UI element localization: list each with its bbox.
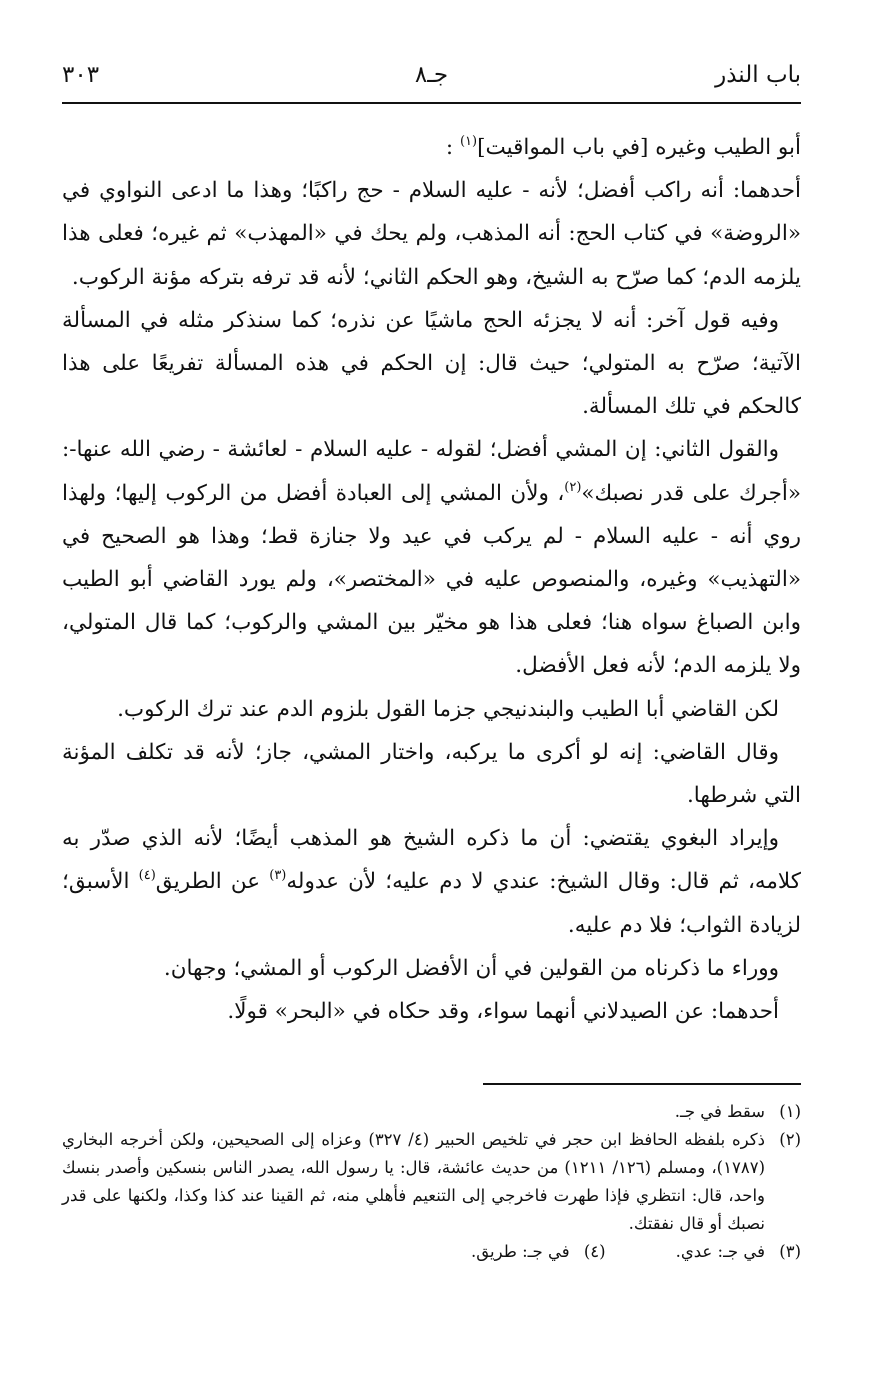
paragraph-1-text: أبو الطيب وغيره [في باب المواقيت] [477,135,801,160]
page-number: ٣٠٣ [62,62,100,88]
paragraph-7 [62,817,801,947]
paragraph-1-end: : [445,135,460,160]
paragraph-3: وفيه قول آخر: أنه لا يجزئه الحج ماشيًا عن نذره؛ كما سنذكر مثله في المسألة الآتية؛ صرّح به المتولي؛ حيث قال: إن الحكم في هذه المسألة تفريعًا على هذا كالحكم في تلك المسألة. [62,307,801,420]
paragraph-9: أحدهما: عن الصيدلاني أنهما سواء، وقد حكاه في «البحر» قولًا. [227,999,779,1025]
footnote-number: (١) [779,1102,801,1121]
footnote-1 [62,1098,801,1126]
chapter-title: باب النذر [715,62,801,88]
footnote-text: في جـ: عدي. [675,1242,765,1261]
paragraph-4-part-a: والقول الثاني: إن المشي أفضل؛ لقوله - عليه السلام - لعائشة - رضي الله عنها-: «أجرك على قدر نصبك» [62,437,801,506]
paragraph-1 [62,126,801,169]
paragraph-6: وقال القاضي: إنه لو أكرى ما يركبه، واختار المشي، جاز؛ لأنه قد تكلف المؤنة التي شرطها. [62,739,801,809]
footnote-3 [676,1238,801,1266]
footnote-ref-3[interactable]: (٣) [269,868,287,884]
footnote-number: (٤) [583,1242,606,1261]
footnote-4 [471,1238,606,1266]
paragraph-8: ووراء ما ذكرناه من القولين في أن الأفضل الركوب أو المشي؛ وجهان. [163,955,779,981]
footnote-row-3-4 [62,1238,801,1266]
paragraph-7-part-c: الأسبق؛ لزيادة الثواب؛ فلا دم عليه. [62,869,801,938]
paragraph-5: لكن القاضي أبا الطيب والبندنيجي جزما القول بلزوم الدم عند ترك الركوب. [117,696,779,722]
footnote-text: ذكره بلفظه الحافظ ابن حجر في تلخيص الحبير (٤/ ٣٢٧) وعزاه إلى الصحيحين، ولكن أخرجه البخاري (١٧٨٧)، ومسلم (١٢٦/ ١٢١١) من حديث عائشة، قال: يا رسول الله، يصدر الناس بنسكين وأصدر بنسك واحد، قال: انتظري فإذا طهرت فاخرجي إلى التنعيم فأهلي منه، ثم القينا عند كذا وكذا، ولكنها على قدر نصبك أو قال نفقتك. [62,1130,765,1233]
paragraph-4 [62,428,801,687]
footnote-ref-1[interactable]: (١) [459,134,478,149]
footnote-ref-4[interactable]: (٤) [138,868,156,884]
footnote-number: (٣) [779,1242,801,1261]
volume-label: جـ٨ [414,62,449,88]
main-text [62,126,801,1033]
footnotes [62,1098,801,1266]
footnote-text: في جـ: طريق. [471,1242,570,1261]
footnote-ref-2[interactable]: (٢) [564,479,582,495]
footnote-2 [62,1126,801,1238]
paragraph-7-part-a: وإيراد البغوي يقتضي: أن ما ذكره الشيخ هو المذهب أيضًا؛ لأنه الذي صدّر به كلامه، ثم قال: وقال الشيخ: عندي لا دم عليه؛ لأن عدوله [62,826,801,895]
paragraph-7-part-b: عن الطريق [155,869,270,895]
header-divider [62,102,801,104]
page-header [62,58,801,98]
footnote-divider [483,1083,801,1085]
paragraph-2: أحدهما: أنه راكب أفضل؛ لأنه - عليه السلام - حج راكبًا؛ وهذا ما ادعى النواوي في «الروضة» في كتاب الحج: أنه المذهب، ولم يحك في «المهذب» ثم غيره؛ فعلى هذا يلزمه الدم؛ كما صرّح به الشيخ، وهو الحكم الثاني؛ لأنه قد ترفه بتركه مؤنة الركوب. [62,178,801,290]
paragraph-4-part-b: ، ولأن المشي إلى العبادة أفضل من الركوب إليها؛ ولهذا روي أنه - عليه السلام - لم يركب في عيد ولا جنازة قط؛ وهذا هو الصحيح في «التهذيب» وغيره، والمنصوص عليه في «المختصر»، ولم يورد القاضي أبو الطيب وابن الصباغ سواه هنا؛ فعلى هذا هو مخيّر بين المشي والركوب؛ كما قال المتولي، ولا يلزمه الدم؛ لأنه فعل الأفضل. [62,480,801,679]
footnote-text: سقط في جـ. [674,1102,765,1121]
footnote-number: (٢) [779,1130,801,1149]
